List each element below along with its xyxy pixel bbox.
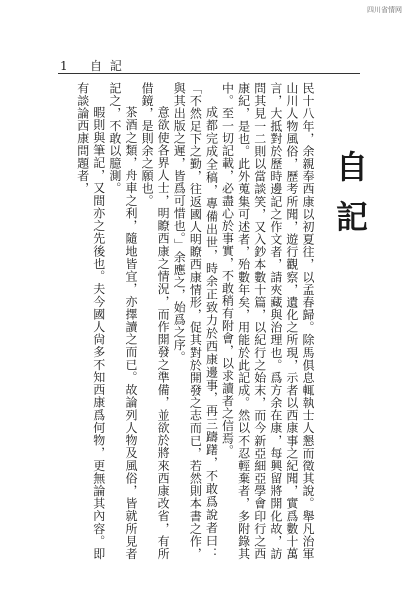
header-rule: [58, 73, 360, 74]
body-text: [58, 82, 316, 560]
page-title: 自記: [331, 150, 369, 250]
paragraph: 民十八年，余親奉西康以初夏往，以孟春歸。除馬俱息輒執士人懇而徵其說。舉凡治軍山川人物風俗，歷考所聞，遊行觀察，遺化之所現，示者以西康事之紀聞，實爲數十萬言，大抵對於歷時邊記之作文者，請夾藏與治理也。爲方余在康，每興留將開化故，訪問其見一二則以當談笑，又入鈔本數十篇，以紀行之始末，而今新亞細亞學會印行之西康紀，是也。此外蒐集可述者，殆數年矣，用能於此記成。然以不忍輕棄者，多附錄其中。至一切記載，必盡心於事實，不敢稍有附會，以求讀者之信焉。: [220, 82, 315, 560]
paragraph: 茶酒之類，舟車之利，隨地皆宜，亦擇讀之而已。故論列人物及風俗，皆就所見者記之，不敢以臆測。: [107, 82, 138, 560]
running-header: [60, 57, 360, 74]
header-title: 自 記: [90, 59, 124, 73]
paragraph: 意欲使各界人士，明瞭西康之情況，而作開發之準備，並欲於將來西康改省，有所借鏡，是則余之願也。: [140, 82, 171, 560]
page-number: 1: [60, 58, 68, 73]
paragraph: 成都完成全稿，專備出世，時余正致力於西康邊事，再三躊躇，不敢爲說者曰：「不然足下之勤，往返國人明瞭西康情形，促其對於開發之志而已，若然則本書之作，與其出版之遲，皆爲可惜也。」余應之，始爲之序。: [172, 82, 219, 560]
watermark: 四川省情网: [367, 6, 402, 14]
paragraph: 暇則與筆記，又間亦之先後也。夫今國人尙多不知西康爲何物，更無論其內容。即有談論西康問題者，: [75, 82, 106, 560]
